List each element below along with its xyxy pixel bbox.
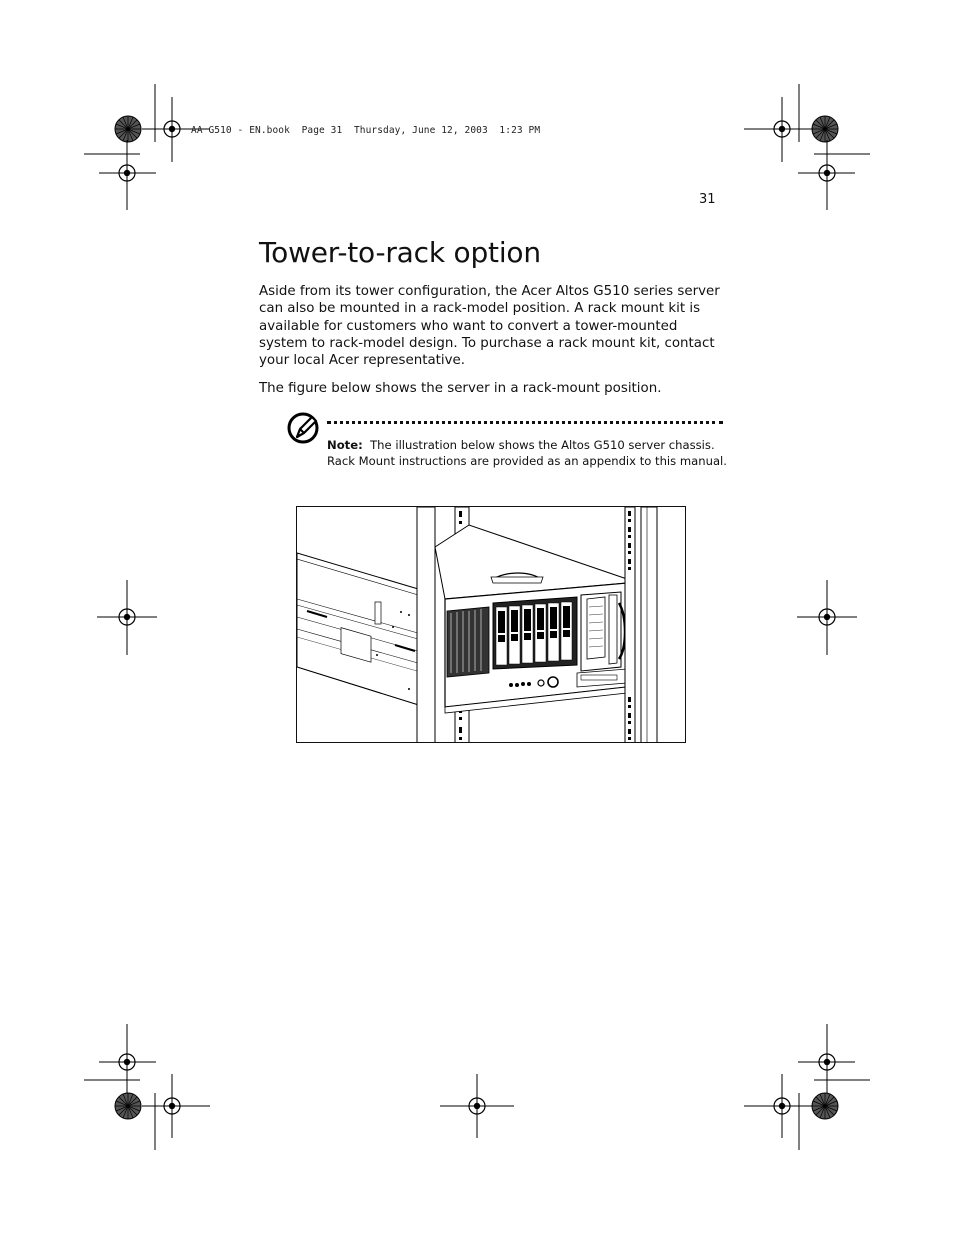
- server-rack-figure: [296, 506, 686, 743]
- print-header: AA G510 - EN.book Page 31 Thursday, June 12, 2003 1:23 PM: [191, 125, 541, 136]
- note-body: The illustration below shows the Altos G510 server chassis. Rack Mount instructions are provided as an appendix to this manual.: [327, 438, 727, 468]
- note-text: [327, 438, 727, 469]
- page-number: 31: [699, 192, 716, 207]
- body-paragraph: The figure below shows the server in a rack-mount position.: [259, 381, 662, 396]
- note-pen-icon: [287, 410, 321, 444]
- body-paragraph: Aside from its tower configuration, the Acer Altos G510 series server can also be mounted in a rack-model position. A rack mount kit is available for customers who want to convert a tower-mounted system to rack-model design. To purchase a rack mount kit, contact your local Acer representative.: [259, 284, 720, 369]
- note-label: Note:: [327, 438, 363, 452]
- star-target-icon: [115, 1093, 141, 1119]
- note-divider: [327, 421, 723, 424]
- star-target-icon: [115, 116, 141, 142]
- section-title: Tower-to-rack option: [259, 236, 541, 269]
- server-rack-mount-illustration: [297, 507, 686, 743]
- star-target-icon: [812, 1093, 838, 1119]
- star-target-icon: [812, 116, 838, 142]
